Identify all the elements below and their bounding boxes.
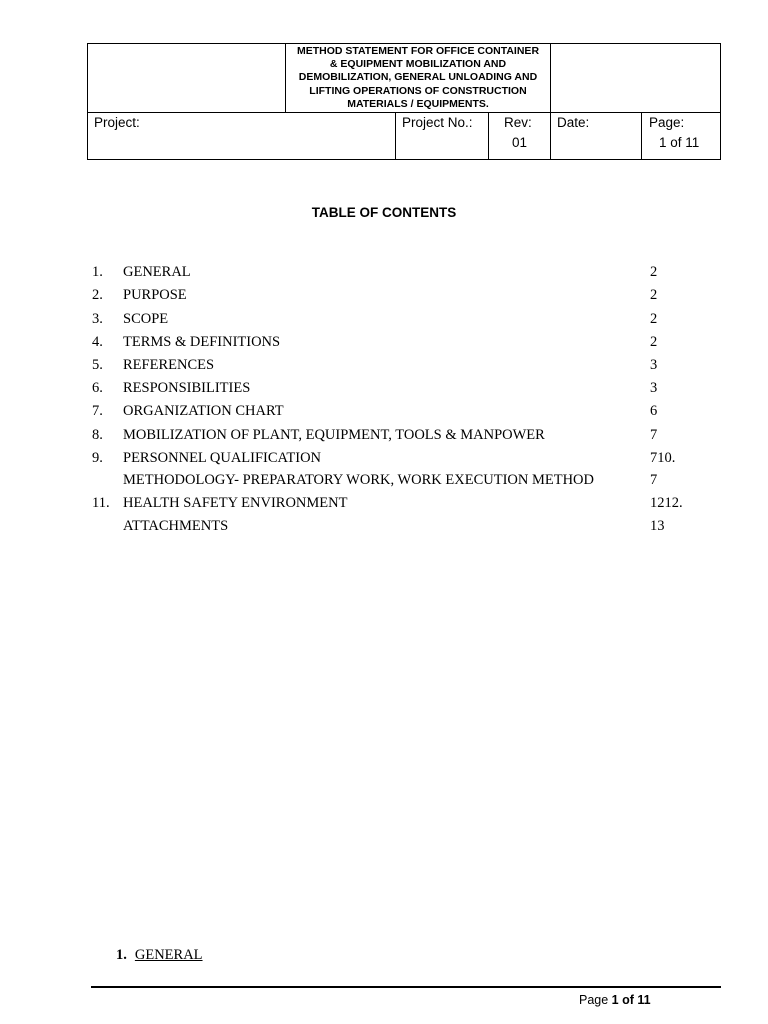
title-line: DEMOBILIZATION, GENERAL UNLOADING AND [298, 71, 538, 84]
page-label: Page: [649, 115, 685, 130]
toc-number: 2. [92, 287, 103, 303]
toc-entry[interactable] [0, 472, 768, 492]
toc-page: 7 [650, 427, 658, 443]
toc-page: 2 [650, 311, 658, 327]
footer-prefix: Page [579, 993, 612, 1007]
toc-number: 8. [92, 427, 103, 443]
title-line: & EQUIPMENT MOBILIZATION AND [329, 58, 507, 71]
toc-text: RESPONSIBILITIES [123, 380, 251, 396]
document-title [286, 44, 551, 112]
toc-entry[interactable] [0, 380, 768, 400]
toc-page: 7 [650, 472, 658, 488]
toc-number: 4. [92, 334, 103, 350]
header-top-row [88, 44, 720, 113]
toc-number: 11. [92, 495, 110, 511]
title-line: LIFTING OPERATIONS OF CONSTRUCTION [309, 84, 527, 97]
header-info-row [88, 113, 720, 159]
toc-page: 3 [650, 357, 658, 373]
page-footer [579, 993, 651, 1007]
header-table [87, 43, 721, 160]
rev-value: 01 [512, 135, 528, 150]
footer-divider [91, 986, 721, 988]
toc-text: SCOPE [123, 311, 169, 327]
date-label: Date: [557, 115, 590, 130]
toc-text: TERMS & DEFINITIONS [123, 334, 281, 350]
toc-page: 710. [650, 450, 676, 466]
toc-text: GENERAL [123, 264, 191, 280]
toc-text: HEALTH SAFETY ENVIRONMENT [123, 495, 348, 511]
toc-title: TABLE OF CONTENTS [311, 205, 457, 220]
rev-cell [489, 113, 551, 159]
toc-entry[interactable] [0, 495, 768, 515]
toc-page: 1212. [650, 495, 683, 511]
toc-page: 2 [650, 287, 658, 303]
title-line: MATERIALS / EQUIPMENTS. [347, 97, 489, 110]
toc-entry[interactable] [0, 334, 768, 354]
toc-number: 3. [92, 311, 103, 327]
toc-entry[interactable] [0, 427, 768, 447]
toc-entry[interactable] [0, 357, 768, 377]
section-number: 1. [116, 947, 127, 963]
toc-entry[interactable] [0, 287, 768, 307]
toc-text: MOBILIZATION OF PLANT, EQUIPMENT, TOOLS & MANPOWER [123, 427, 545, 443]
section-heading [116, 947, 203, 964]
toc-text: PERSONNEL QUALIFICATION [123, 450, 322, 466]
date-cell [551, 113, 642, 159]
toc-number: 1. [92, 264, 103, 280]
toc-entry[interactable] [0, 403, 768, 423]
header-right-cell [551, 44, 720, 112]
header-logo-cell [88, 44, 286, 112]
section-title: GENERAL [134, 947, 203, 963]
page-cell [642, 113, 720, 159]
toc-page: 13 [650, 518, 665, 534]
toc-text: REFERENCES [123, 357, 215, 373]
toc-text: ORGANIZATION CHART [123, 403, 284, 419]
project-cell [88, 113, 396, 159]
footer-of: of [618, 993, 638, 1007]
toc-number: 6. [92, 380, 103, 396]
project-label: Project: [94, 115, 140, 130]
toc-number: 9. [92, 450, 103, 466]
toc-number: 5. [92, 357, 103, 373]
toc-page: 2 [650, 264, 658, 280]
footer-current-page: 1 [611, 993, 619, 1007]
toc-entry[interactable] [0, 518, 768, 538]
page-value: 1 of 11 [659, 135, 700, 150]
toc-page: 2 [650, 334, 658, 350]
project-no-cell [396, 113, 489, 159]
toc-text: ATTACHMENTS [123, 518, 229, 534]
toc-text: PURPOSE [123, 287, 187, 303]
toc-number: 7. [92, 403, 103, 419]
rev-label: Rev: [504, 115, 532, 130]
toc-page: 3 [650, 380, 658, 396]
toc-text: METHODOLOGY- PREPARATORY WORK, WORK EXECUTION METHOD [123, 472, 594, 488]
toc-entry[interactable] [0, 311, 768, 331]
toc-entry[interactable] [0, 264, 768, 284]
project-no-label: Project No.: [402, 115, 473, 130]
footer-total-pages: 11 [637, 993, 651, 1007]
toc-page: 6 [650, 403, 658, 419]
title-line: METHOD STATEMENT FOR OFFICE CONTAINER [296, 45, 540, 57]
toc-entry[interactable] [0, 450, 768, 470]
